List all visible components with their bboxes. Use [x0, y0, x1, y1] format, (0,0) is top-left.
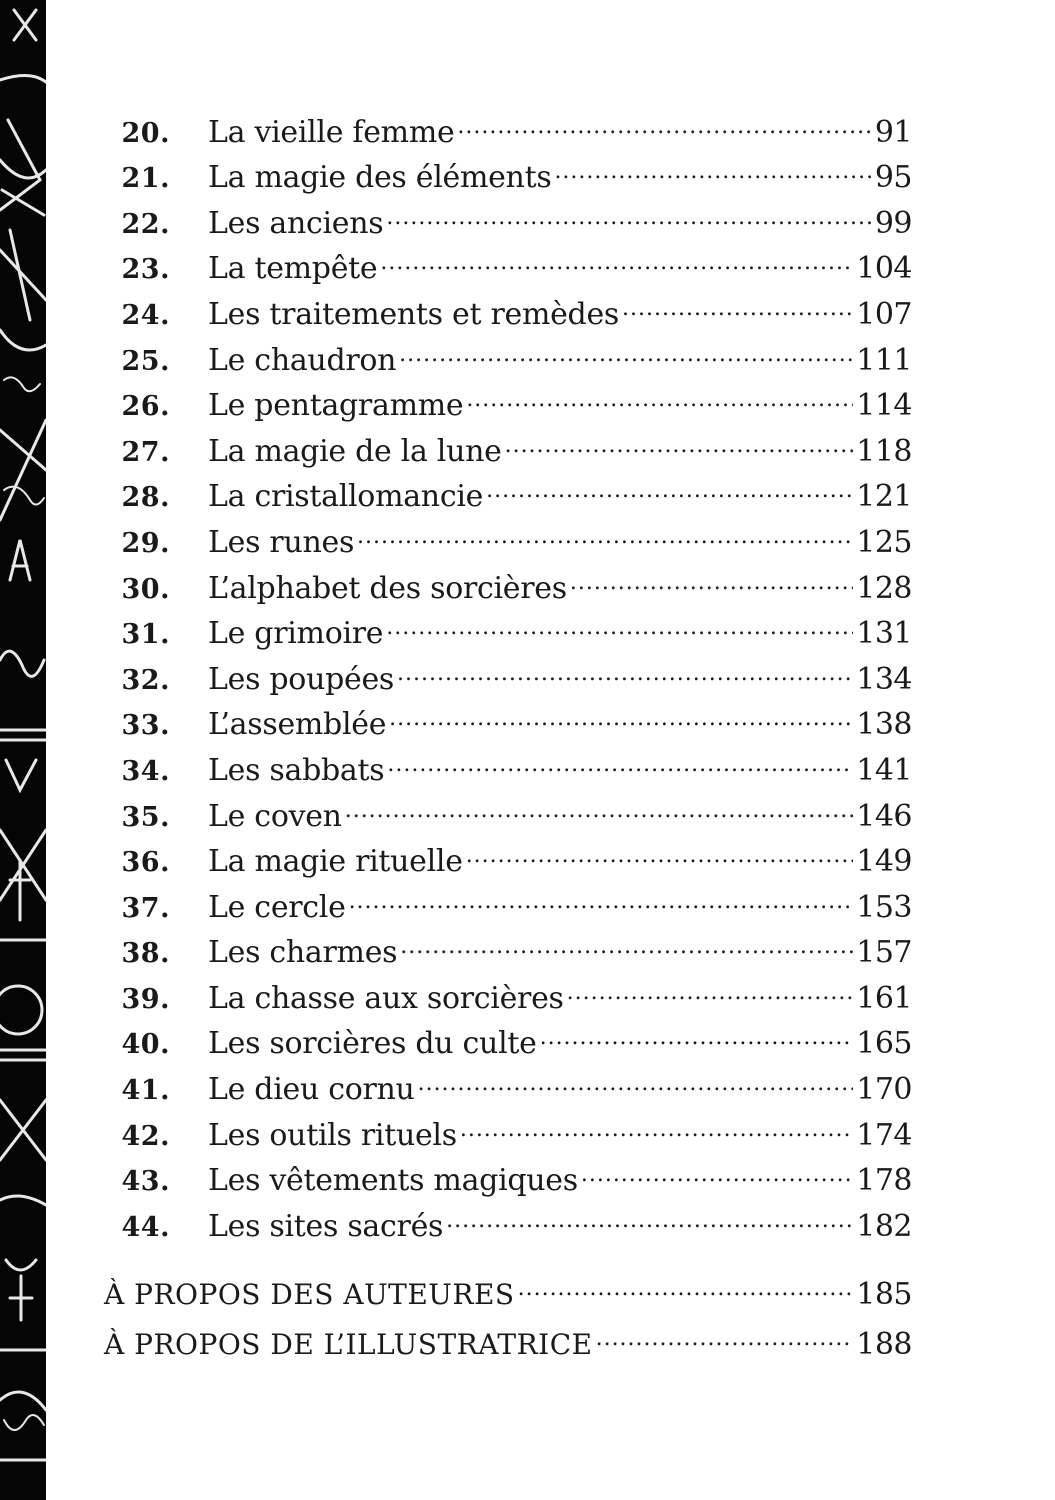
toc-entry-title: Les runes: [208, 524, 355, 560]
dot-leader: [399, 324, 853, 370]
toc-entry-number: 20.: [121, 117, 170, 149]
toc-entry-title: Les sites sacrés: [208, 1208, 444, 1244]
toc-entry-number: 21.: [121, 163, 170, 195]
toc-appendix-title: À PROPOS DE L’ILLUSTRATRICE: [104, 1327, 593, 1361]
toc-entry-number: 27.: [121, 436, 170, 468]
toc-entry-title: Les vêtements magiques: [208, 1163, 578, 1199]
toc-entry[interactable]: [100, 415, 912, 469]
toc-entry[interactable]: [100, 871, 912, 925]
toc-entry-page: 99: [874, 205, 912, 241]
toc-entry-page: 134: [856, 661, 912, 697]
toc-entry-number: 28.: [121, 482, 170, 514]
toc-entry-page: 128: [856, 570, 912, 606]
dot-leader: [400, 917, 853, 963]
dot-leader: [386, 187, 871, 233]
toc-entry-title: La chasse aux sorcières: [208, 980, 564, 1016]
dot-leader: [357, 506, 853, 552]
toc-entry-title: Le pentagramme: [208, 388, 464, 424]
toc-entry[interactable]: [100, 1190, 912, 1244]
toc-entry-title: Les charmes: [208, 935, 398, 971]
toc-entry-number: 29.: [121, 527, 170, 559]
dot-leader: [581, 1145, 853, 1191]
toc-entry[interactable]: [100, 142, 912, 196]
dot-leader: [567, 962, 854, 1008]
dot-leader: [518, 1258, 854, 1304]
toc-entry-title: La vieille femme: [208, 114, 455, 150]
toc-entry-page: 141: [856, 752, 912, 788]
toc-entry-number: 40.: [121, 1029, 170, 1061]
toc-entry-page: 149: [856, 844, 912, 880]
dot-leader: [622, 278, 853, 324]
toc-entry-page: 182: [856, 1208, 912, 1244]
toc-entry[interactable]: [100, 643, 912, 697]
toc-entry-title: Le dieu cornu: [208, 1072, 415, 1108]
toc-entry-page: 91: [874, 114, 912, 150]
dot-leader: [418, 1053, 854, 1099]
dot-leader: [540, 1008, 854, 1054]
toc-entry-number: 32.: [121, 664, 170, 696]
toc-entry[interactable]: [100, 1053, 912, 1108]
toc-entry-page: 138: [856, 707, 912, 743]
toc-entry-number: 31.: [121, 619, 170, 651]
toc-appendix-page: 188: [856, 1326, 912, 1362]
toc-entry-page: 121: [856, 479, 912, 515]
toc-appendix-page: 185: [856, 1276, 912, 1312]
toc-entry-page: 114: [856, 388, 912, 424]
dot-leader: [554, 142, 871, 188]
toc-entry-number: 34.: [121, 755, 170, 787]
toc-entry[interactable]: [100, 278, 912, 332]
toc-entry[interactable]: [100, 96, 912, 150]
dot-leader: [446, 1190, 853, 1236]
toc-entry-title: Le chaudron: [208, 342, 397, 378]
toc-appendix-title: À PROPOS DES AUTEURES: [104, 1277, 515, 1311]
toc-entry-number: 30.: [121, 573, 170, 605]
toc-entry[interactable]: [100, 689, 912, 743]
dot-leader: [397, 643, 853, 689]
toc-entry-title: Les sabbats: [208, 752, 385, 788]
toc-entry-page: 95: [874, 160, 912, 196]
dot-leader: [570, 552, 853, 598]
toc-entry-number: 23.: [121, 254, 170, 286]
toc-entry[interactable]: [100, 370, 912, 424]
dot-leader: [505, 415, 854, 461]
toc-entry[interactable]: [100, 826, 912, 880]
dot-leader: [349, 871, 854, 917]
toc-entry[interactable]: [100, 324, 912, 378]
toc-entry-page: 107: [856, 296, 912, 332]
dot-leader: [460, 1099, 853, 1145]
toc-entry-title: Les traitements et remèdes: [208, 296, 619, 332]
toc-entry-title: L’assemblée: [208, 707, 387, 743]
toc-appendix-entry[interactable]: [104, 1258, 912, 1312]
toc-entry-page: 170: [856, 1072, 912, 1108]
toc-entry-number: 24.: [121, 299, 170, 331]
toc-entry-page: 174: [856, 1117, 912, 1153]
toc-entry[interactable]: [100, 233, 912, 287]
toc-entry[interactable]: [100, 780, 912, 834]
toc-entry-title: La tempête: [208, 251, 378, 287]
toc-entry-page: 131: [856, 616, 912, 652]
toc-entry-number: 22.: [121, 208, 170, 240]
toc-entry-title: Les sorcières du culte: [208, 1026, 537, 1062]
toc-entry-title: Le coven: [208, 798, 342, 834]
dot-leader: [380, 233, 853, 279]
toc-entry-page: 153: [856, 889, 912, 925]
toc-entry-title: La magie rituelle: [208, 844, 463, 880]
dot-leader: [386, 598, 853, 644]
toc-entry-page: 104: [856, 251, 912, 287]
dot-leader: [387, 734, 853, 780]
toc-entry-title: La magie des éléments: [208, 160, 552, 196]
toc-appendix-entry[interactable]: [104, 1308, 912, 1362]
toc-entry[interactable]: [100, 917, 912, 971]
toc-entry-number: 26.: [121, 391, 170, 423]
toc-entry-title: La magie de la lune: [208, 433, 502, 469]
dot-leader: [466, 370, 853, 416]
toc-entry-title: Les poupées: [208, 661, 395, 697]
toc-entry-number: 39.: [121, 983, 170, 1015]
toc-entry-page: 146: [856, 798, 912, 834]
toc-entry-title: Les anciens: [208, 205, 384, 241]
toc-entry-page: 125: [856, 524, 912, 560]
toc-entry[interactable]: [100, 1008, 912, 1062]
toc-entry-page: 161: [856, 980, 912, 1016]
toc-entry-title: L’alphabet des sorcières: [208, 570, 567, 606]
occult-symbols-illustration: [0, 0, 46, 1500]
toc-entry-number: 35.: [121, 801, 170, 833]
toc-entry-title: La cristallomancie: [208, 479, 484, 515]
dot-leader: [596, 1308, 854, 1354]
toc-entry-number: 38.: [121, 938, 170, 970]
toc-entry[interactable]: [100, 461, 912, 515]
toc-entry-page: 111: [856, 342, 912, 378]
toc-entry-number: 41.: [121, 1075, 170, 1107]
toc-entry[interactable]: [100, 552, 912, 606]
toc-entry-title: Les outils rituels: [208, 1117, 457, 1153]
toc-entry[interactable]: [100, 962, 912, 1016]
table-of-contents: [100, 96, 912, 1244]
dot-leader: [457, 96, 871, 142]
toc-entry-title: Le grimoire: [208, 616, 384, 652]
toc-entry[interactable]: [100, 734, 912, 788]
dot-leader: [466, 826, 854, 872]
toc-entry-page: 157: [856, 935, 912, 971]
toc-entry-page: 178: [856, 1163, 912, 1199]
dot-leader: [345, 780, 854, 826]
toc-entry[interactable]: [100, 598, 912, 652]
toc-entry[interactable]: [100, 506, 912, 560]
toc-entry-number: 44.: [121, 1211, 170, 1243]
toc-entry-title: Le cercle: [208, 889, 346, 925]
toc-entry-number: 33.: [121, 710, 170, 742]
toc-entry-number: 42.: [121, 1120, 170, 1152]
toc-entry-number: 43.: [121, 1166, 170, 1198]
dot-leader: [486, 461, 853, 507]
toc-entry-page: 165: [856, 1026, 912, 1062]
toc-entry-number: 25.: [121, 345, 170, 377]
toc-entry[interactable]: [100, 187, 912, 241]
toc-entry[interactable]: [100, 1099, 912, 1153]
dot-leader: [389, 689, 853, 735]
toc-entry-number: 36.: [121, 847, 170, 879]
toc-entry-number: 37.: [121, 892, 170, 924]
toc-entry[interactable]: [100, 1145, 912, 1199]
decorative-side-strip: [0, 0, 46, 1500]
toc-entry-page: 118: [856, 433, 912, 469]
